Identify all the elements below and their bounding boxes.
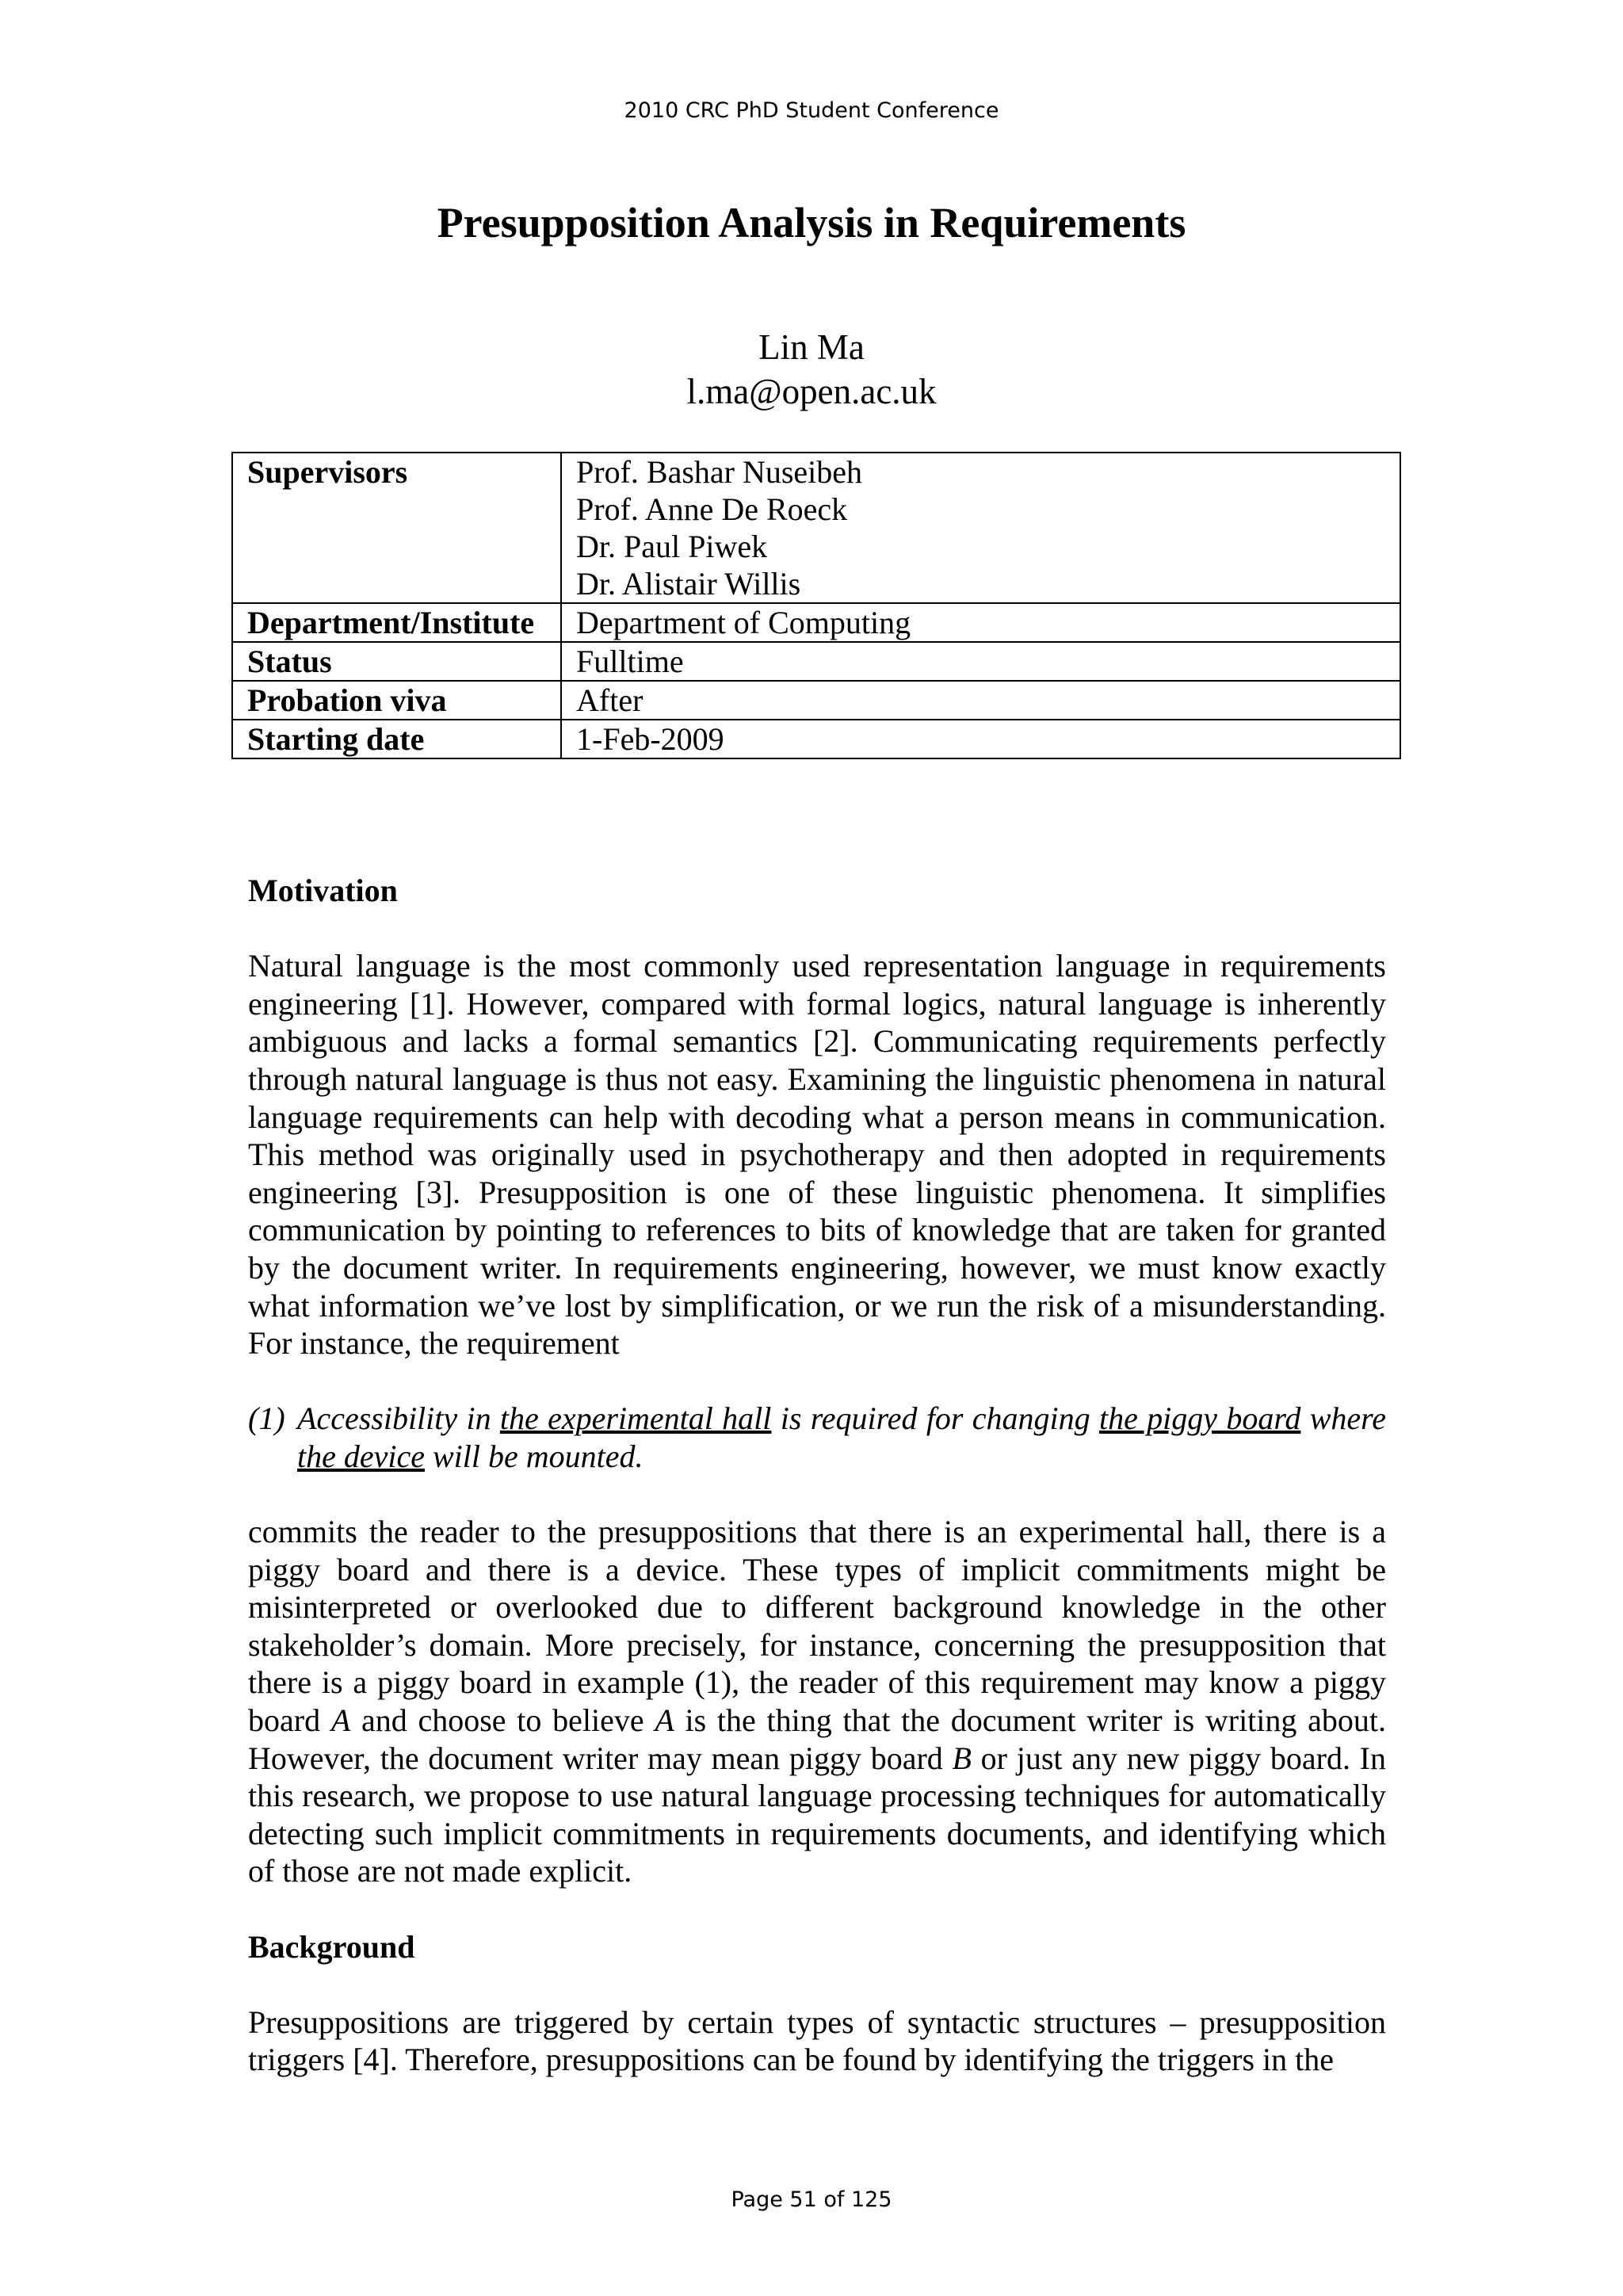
underlined-phrase: the experimental hall: [499, 1400, 772, 1437]
row-value: After: [561, 681, 1400, 720]
table-row: [232, 642, 1400, 681]
underlined-phrase: the piggy board: [1098, 1400, 1301, 1437]
supervisor-name: Prof. Anne De Roeck: [576, 491, 848, 527]
table-row: [232, 720, 1400, 758]
running-header: 2010 CRC PhD Student Conference: [624, 98, 999, 123]
supervisors-label: Supervisors: [232, 453, 561, 603]
motivation-paragraph-1: Natural language is the most commonly used representation language in requirements engineering [1]. However, compared with formal logics, natural language is inherently ambiguous and lacks a formal semantics [2]. Communicating requirements perfectly through natural language is thus not easy. Examining the linguistic phenomena in natural language requirements can help with decoding what a person means in communication. This method was originally used in psychotherapy and then adopted in requirements engineering [3]. Presupposition is one of these linguistic phenomena. It simplifies communication by pointing to references to bits of knowledge that are taken for granted by the document writer. In requirements engineering, however, we must know exactly what information we’ve lost by simplification, or we run the risk of a misunderstanding. For instance, the requirement: [248, 948, 1386, 1362]
author-name: Lin Ma: [758, 327, 865, 367]
table-row: [232, 453, 1400, 603]
example-text: Accessibility in the experimental hall is required for changing the piggy board where the device will be mounted.: [297, 1400, 1386, 1474]
row-label: Status: [232, 642, 561, 681]
supervisors-list: [561, 453, 1400, 603]
author-email: l.ma@open.ac.uk: [686, 372, 937, 411]
row-label: Department/Institute: [232, 603, 561, 642]
paper-title: Presupposition Analysis in Requirements: [437, 199, 1186, 246]
example-requirement: [248, 1400, 1386, 1475]
row-value: Fulltime: [561, 642, 1400, 681]
student-info-table: [231, 452, 1401, 759]
section-heading-background: Background: [248, 1928, 415, 1965]
example-number: (1): [248, 1400, 285, 1437]
page-number-footer: Page 51 of 125: [731, 2187, 892, 2212]
supervisor-name: Prof. Bashar Nuseibeh: [576, 454, 863, 490]
row-label: Starting date: [232, 720, 561, 758]
body-content: [248, 872, 1386, 2079]
supervisor-name: Dr. Paul Piwek: [576, 529, 768, 564]
row-value: Department of Computing: [561, 603, 1400, 642]
table-row: [232, 603, 1400, 642]
table-row: [232, 681, 1400, 720]
background-paragraph-1: Presuppositions are triggered by certain types of syntactic structures – presupposition triggers [4]. Therefore, presuppositions can be found by identifying the triggers in the: [248, 2004, 1386, 2078]
row-label: Probation viva: [232, 681, 561, 720]
underlined-phrase: the device: [297, 1438, 425, 1474]
motivation-paragraph-2: commits the reader to the presuppositions that there is an experimental hall, there is a piggy board and there is a device. These types of implicit commitments might be misinterpreted or overlooked due to different background knowledge in the other stakeholder’s domain. More precisely, for instance, concerning the presupposition that there is a piggy board in example (1), the reader of this requirement may know a piggy board A and choose to believe A is the thing that the document writer is writing about. However, the document writer may mean piggy board B or just any new piggy board. In this research, we propose to use natural language processing techniques for automatically detecting such implicit commitments in requirements documents, and identifying which of those are not made explicit.: [248, 1514, 1387, 1889]
supervisor-name: Dr. Alistair Willis: [576, 566, 801, 602]
author-block: [0, 325, 1623, 414]
row-value: 1-Feb-2009: [561, 720, 1400, 758]
section-heading-motivation: Motivation: [248, 873, 398, 908]
